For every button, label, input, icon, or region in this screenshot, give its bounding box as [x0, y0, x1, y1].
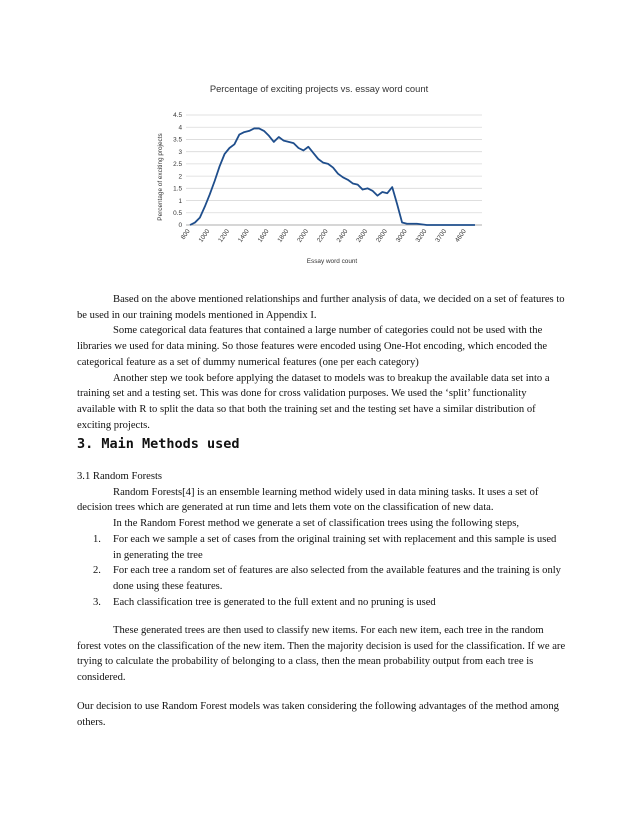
x-tick-label: 1400 — [236, 228, 251, 244]
list-item-number: 1. — [93, 533, 101, 545]
paragraph-one-hot-encoding: Some categorical data features that contained a large number of categories could not be used with the libraries we used for data mining. So those features were encoded using One-Hot encoding, which encoded the categorical feature as a set of dummy numerical features (one per each category) — [77, 325, 548, 368]
y-tick-label: 4.5 — [173, 112, 182, 120]
paragraph-train-test-split: Another step we took before applying the dataset to models was to breakup the available data set into a training set and a testing set. This was done for cross validation purposes. We used the ‘split’ functionality available with R to split the data so that both the training set and the testing set have a similar distribution of exciting projects. — [77, 372, 550, 431]
subsection-heading: 3.1 Random Forests — [77, 471, 163, 482]
x-tick-label: 3200 — [414, 228, 429, 244]
y-tick-label: 4 — [178, 124, 182, 132]
x-tick-label: 2000 — [296, 228, 311, 244]
y-tick-label: 1.5 — [173, 185, 182, 193]
list-item-number: 2. — [93, 565, 101, 577]
list-item-text: For each tree a random set of features are also selected from the available features and the training is only done using these features. — [113, 565, 561, 592]
series-line — [190, 128, 475, 225]
steps-list — [77, 532, 567, 611]
decision-section — [77, 699, 567, 730]
intro-paragraphs — [77, 292, 567, 433]
after-steps-section — [77, 623, 567, 686]
list-item-text: Each classification tree is generated to the full extent and no pruning is used — [113, 596, 436, 608]
list-item-text: For each we sample a set of cases from the original training set with replacement and this sample is used in generating the tree — [113, 533, 557, 561]
list-item — [77, 563, 567, 594]
line-chart — [150, 78, 490, 268]
y-tick-label: 2.5 — [173, 161, 182, 169]
y-tick-label: 3 — [178, 148, 182, 156]
x-tick-label: 2800 — [375, 228, 389, 244]
x-tick-label: 800 — [179, 228, 192, 241]
paragraph-decision: Our decision to use Random Forest models was taken considering the following advantages of the method among others. — [77, 701, 559, 728]
y-tick-label: 3.5 — [173, 136, 182, 144]
chart-title: Percentage of exciting projects vs. essay word count — [209, 83, 429, 94]
list-item — [77, 532, 567, 563]
x-tick-label: 1000 — [197, 228, 212, 244]
x-tick-label: 1600 — [256, 228, 271, 244]
x-tick-label: 1800 — [276, 228, 291, 244]
x-tick-label: 4600 — [453, 228, 468, 244]
list-item-number: 3. — [93, 596, 101, 608]
random-forest-section — [77, 469, 567, 610]
y-tick-label: 0.5 — [173, 209, 182, 217]
x-tick-label: 3700 — [434, 228, 449, 244]
paragraph-tree-voting: These generated trees are then used to classify new items. For each new item, each tree in the random forest votes on the classification of the new item. Then the majority decision is used for the classification. If we are trying to calculate the probability of belonging to a class, then the mean probability output from each tree is considered. — [77, 625, 566, 684]
x-tick-label: 2400 — [335, 228, 350, 244]
y-tick-label: 0 — [178, 222, 182, 230]
x-tick-label: 2600 — [355, 228, 370, 244]
x-tick-label: 1200 — [217, 228, 232, 244]
paragraph-feature-selection: Based on the above mentioned relationships and further analysis of data, we decided on a set of features to be used in our training models mentioned in Appendix I. — [77, 294, 565, 321]
list-item — [77, 595, 567, 611]
paragraph-random-forests-intro: Random Forests[4] is an ensemble learning method widely used in data mining tasks. It uses a set of decision trees which are generated at run time and lets them vote on the classification of new data. — [77, 486, 539, 514]
chart-y-axis-label: Percentage of exciting projects — [157, 133, 164, 221]
chart-x-axis-label: Essay word count — [306, 258, 358, 265]
x-tick-label: 3000 — [394, 228, 409, 244]
y-tick-label: 1 — [178, 197, 182, 205]
paragraph-steps-lead: In the Random Forest method we generate a set of classification trees using the following steps, — [113, 518, 519, 530]
x-tick-label: 2200 — [315, 228, 330, 244]
y-tick-label: 2 — [178, 173, 182, 181]
section-heading: 3. Main Methods used — [77, 436, 240, 452]
